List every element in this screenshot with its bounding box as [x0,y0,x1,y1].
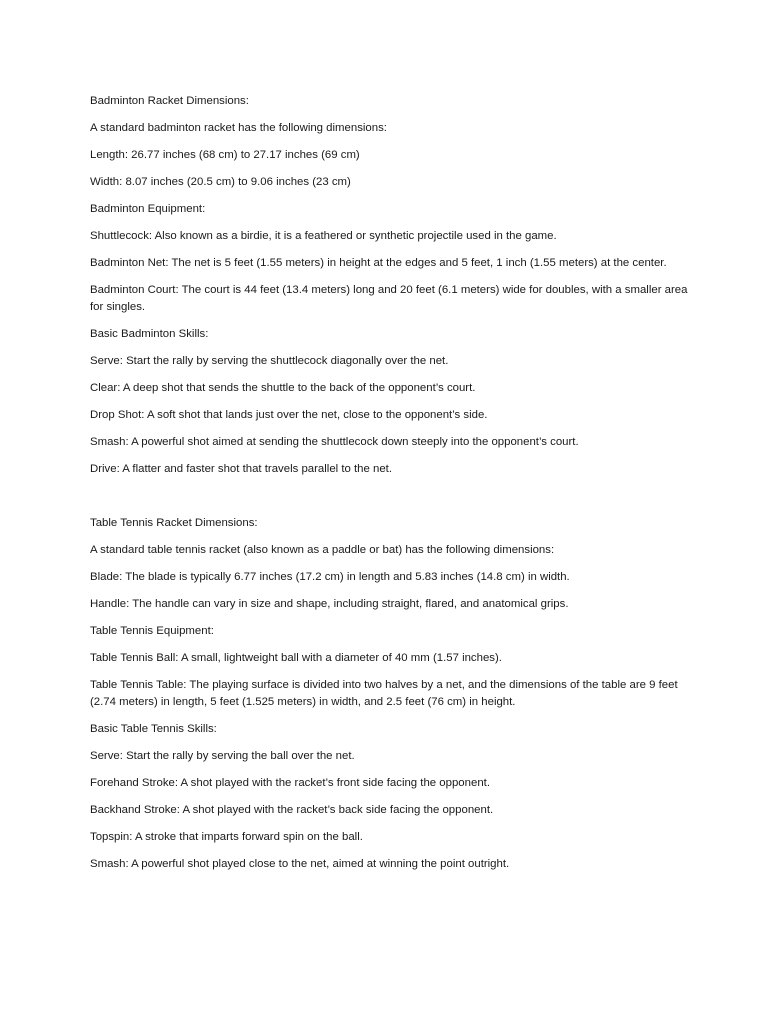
table-tennis-forehand: Forehand Stroke: A shot played with the racket’s front side facing the opponent. [90,777,490,789]
badminton-section [90,93,690,478]
table-tennis-ball: Table Tennis Ball: A small, lightweight ball with a diameter of 40 mm (1.57 inches). [90,652,502,664]
table-tennis-section [90,515,690,873]
badminton-skills-heading: Basic Badminton Skills: [90,328,209,340]
badminton-shuttlecock: Shuttlecock: Also known as a birdie, it is a feathered or synthetic projectile used in the game. [90,230,557,242]
table-tennis-backhand: Backhand Stroke: A shot played with the racket’s back side facing the opponent. [90,804,494,816]
badminton-racket-intro: A standard badminton racket has the following dimensions: [90,122,387,134]
badminton-net: Badminton Net: The net is 5 feet (1.55 meters) in height at the edges and 5 feet, 1 inch (1.55 meters) at the center. [90,257,667,269]
table-tennis-blade: Blade: The blade is typically 6.77 inches (17.2 cm) in length and 5.83 inches (14.8 cm) in width. [90,571,570,583]
section-spacer [90,488,690,515]
table-tennis-topspin: Topspin: A stroke that imparts forward spin on the ball. [90,831,363,843]
badminton-clear: Clear: A deep shot that sends the shuttle to the back of the opponent’s court. [90,382,476,394]
table-tennis-serve: Serve: Start the rally by serving the ball over the net. [90,750,355,762]
document-body [90,93,690,883]
badminton-equipment-heading: Badminton Equipment: [90,203,206,215]
badminton-drop-shot: Drop Shot: A soft shot that lands just over the net, close to the opponent’s side. [90,409,488,421]
badminton-court: Badminton Court: The court is 44 feet (13.4 meters) long and 20 feet (6.1 meters) wide for doubles, with a smaller area for singles. [90,284,688,313]
table-tennis-equipment-heading: Table Tennis Equipment: [90,625,214,637]
table-tennis-racket-intro: A standard table tennis racket (also known as a paddle or bat) has the following dimensions: [90,544,555,556]
table-tennis-table: Table Tennis Table: The playing surface is divided into two halves by a net, and the dimensions of the table are 9 feet (2.74 meters) in length, 5 feet (1.525 meters) in width, and 2.5 feet (76 cm) in height. [90,679,678,708]
badminton-drive: Drive: A flatter and faster shot that travels parallel to the net. [90,463,393,475]
badminton-width: Width: 8.07 inches (20.5 cm) to 9.06 inches (23 cm) [90,176,351,188]
table-tennis-racket-heading: Table Tennis Racket Dimensions: [90,517,258,529]
badminton-length: Length: 26.77 inches (68 cm) to 27.17 inches (69 cm) [90,149,360,161]
table-tennis-skills-heading: Basic Table Tennis Skills: [90,723,217,735]
badminton-racket-heading: Badminton Racket Dimensions: [90,95,249,107]
table-tennis-handle: Handle: The handle can vary in size and shape, including straight, flared, and anatomical grips. [90,598,569,610]
table-tennis-smash: Smash: A powerful shot played close to the net, aimed at winning the point outright. [90,858,510,870]
badminton-smash: Smash: A powerful shot aimed at sending the shuttlecock down steeply into the opponent’s court. [90,436,579,448]
badminton-serve: Serve: Start the rally by serving the shuttlecock diagonally over the net. [90,355,449,367]
